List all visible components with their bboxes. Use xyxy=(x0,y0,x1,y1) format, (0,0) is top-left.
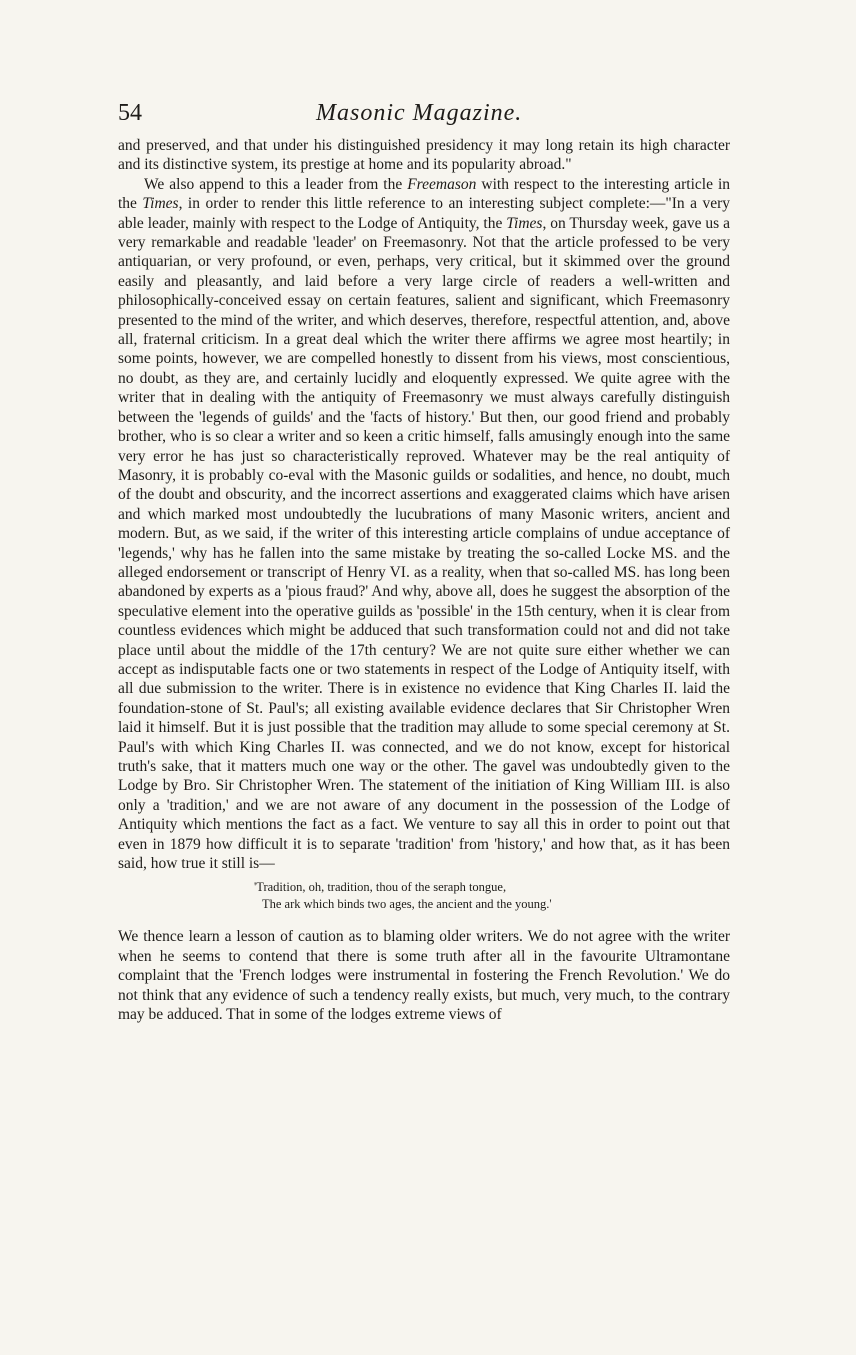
text-segment: , in order to render this little reference to an interesting subject complete:—"In a very able leader, mainly with respect to the Lodge of Antiquity, the xyxy=(118,195,731,232)
running-title: Masonic Magazine. xyxy=(316,100,523,126)
text-segment: We also append to this a leader from the xyxy=(144,175,408,193)
text-segment: with respect to the interesting article in the xyxy=(118,175,730,213)
paragraph-1: and preserved, and that under his distinguished presidency it may long retain its high character and its distinctive system, its prestige at home and its popularity abroad." xyxy=(118,137,730,174)
page-number: 54 xyxy=(118,100,142,126)
publication-title-freemason: Freemason xyxy=(407,175,477,193)
article-body xyxy=(118,136,730,1024)
publication-title-times: Times xyxy=(142,195,179,213)
verse-quotation xyxy=(254,879,730,913)
magazine-page xyxy=(118,96,730,1024)
paragraph-2 xyxy=(118,175,730,874)
text-segment: , on Thursday week, gave us a very remarkable and readable 'leader' on Freemasonry. Not that the article professed to be very antiquarian, or very profound, or even, perhaps, very critical, but it skimmed over the ground easily and pleasantly, and laid before a very large circle of readers a well-written and philosophically-conceived essay on certain features, salient and significant, which Freemasonry presented to the mind of the writer, and which deserves, therefore, respectful attention, and, above all, fraternal criticism. In a great deal which the writer there affirms we agree most heartily; in some points, however, we are compelled honestly to dissent from his views, most conscientious, no doubt, as they are, and certainly lucidly and eloquently expressed. We quite agree with the writer that in dealing with the antiquity of Freemasonry we must always carefully distinguish between the 'legends of guilds' and the 'facts of history.' But then, our good friend and probably brother, who is so clear a writer and so keen a critic himself, falls amusingly enough into the same very error he has just so characteristically reproved. Whatever may be the real antiquity of Masonry, it is probably co-eval with the Masonic guilds or sodalities, and hence, no doubt, much of the doubt and obscurity, and the incorrect assertions and exaggerated claims which have arisen and which marked most undoubtedly the lucubrations of many Masonic writers, ancient and modern. But, as we said, if the writer of this interesting article complains of undue acceptance of 'legends,' why has he fallen into the same mistake by treating the so-called Locke MS. and the alleged endorsement or transcript of Henry VI. as a reality, when that so-called MS. has long been abandoned by experts as a 'pious fraud?' And why, above all, does he suggest the absorption of the speculative element into the operative guilds as 'possible' in the 15th century, when it is clear from countless evidences which might be adduced that such transformation could not and did not take place until about the middle of the 17th century? We are not quite sure either whether we can accept as indisputable facts one or two statements in respect of the Lodge of Antiquity itself, with all due submission to the writer. There is in existence no evidence that King Charles II. laid the foundation-stone of St. Paul's; all existing available evidence declares that Sir Christopher Wren laid it himself. But it is just possible that the tradition may allude to some special ceremony at St. Paul's with which King Charles II. was connected, and we do not know, except for historical truth's sake, that it matters much one way or the other. The gavel was undoubtedly given to the Lodge by Bro. Sir Christopher Wren. The statement of the initiation of King William III. is also only a 'tradition,' and we are not aware of any document in the possession of the Lodge of Antiquity which mentions the fact as a fact. We venture to say all this in order to point out that even in 1879 how difficult it is to separate 'tradition' from 'history,' and how that, as it has been said, how true it still is— xyxy=(118,214,730,873)
publication-title-times: Times xyxy=(506,214,543,232)
verse-line-2: The ark which binds two ages, the ancient and the young.' xyxy=(262,897,552,912)
paragraph-3: We thence learn a lesson of caution as to blaming older writers. We do not agree with the writer when he seems to contend that there is some truth after all in the favourite Ultramontane complaint that the 'French lodges were instrumental in fostering the French Revolution.' We do not think that any evidence of such a tendency really exists, but much, very much, to the contrary may be adduced. That in some of the lodges extreme views of xyxy=(118,928,730,1024)
page-header xyxy=(118,96,730,136)
verse-line-1: 'Tradition, oh, tradition, thou of the seraph tongue, xyxy=(254,880,507,895)
